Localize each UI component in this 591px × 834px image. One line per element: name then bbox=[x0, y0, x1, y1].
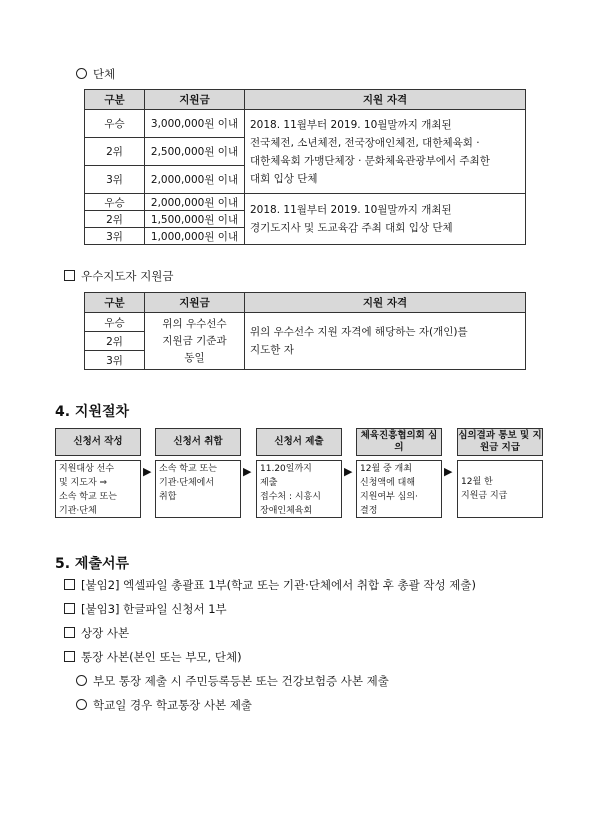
coach-section-label: 우수지도자 지원금 bbox=[64, 268, 174, 284]
arrow-right-icon: ▶ bbox=[143, 465, 152, 478]
table-cell-rank: 2위 bbox=[85, 211, 145, 228]
procedure-step bbox=[55, 428, 141, 518]
arrow-right-icon: ▶ bbox=[243, 465, 252, 478]
table-cell-rank: 우승 bbox=[85, 313, 145, 332]
qualification-national: 2018. 11월부터 2019. 10월말까지 개최된 전국체전, 소년체전, 전국장애인체전, 대한체육회 · 대한체육회 가맹단체장 · 문화체육관광부에서 주최한 대회 입상 단체 bbox=[245, 110, 526, 194]
group-section-label: 단체 bbox=[76, 66, 115, 82]
square-bullet-icon bbox=[64, 627, 75, 638]
circle-bullet-icon bbox=[76, 699, 87, 710]
table-cell-amount: 1,500,000원 이내 bbox=[145, 211, 245, 228]
documents-heading: 5. 제출서류 bbox=[55, 556, 130, 572]
document-item: 통장 사본(본인 또는 부모, 단체) bbox=[64, 649, 242, 665]
document-item: [붙임3] 한글파일 신청서 1부 bbox=[64, 601, 227, 617]
table-cell-rank: 2위 bbox=[85, 332, 145, 351]
table-cell-amount: 2,500,000원 이내 bbox=[145, 138, 245, 166]
circle-bullet-icon bbox=[76, 675, 87, 686]
step-body: 지원대상 선수 및 지도자 ⇒ 소속 학교 또는 기관·단체 bbox=[55, 460, 141, 518]
table-cell-amount: 2,000,000원 이내 bbox=[145, 194, 245, 211]
step-title: 신청서 취합 bbox=[155, 428, 241, 456]
document-item: 상장 사본 bbox=[64, 625, 129, 641]
document-sub-item: 학교일 경우 학교통장 사본 제출 bbox=[76, 697, 252, 713]
table-cell-rank: 2위 bbox=[85, 138, 145, 166]
procedure-step bbox=[256, 428, 342, 518]
arrow-right-icon: ▶ bbox=[344, 465, 353, 478]
header-amount: 지원금 bbox=[145, 293, 245, 313]
procedure-step bbox=[155, 428, 241, 518]
procedure-heading: 4. 지원절차 bbox=[55, 404, 130, 420]
header-qualification: 지원 자격 bbox=[245, 293, 526, 313]
square-bullet-icon bbox=[64, 651, 75, 662]
coach-support-table bbox=[84, 292, 526, 370]
procedure-step bbox=[356, 428, 442, 518]
step-title: 신청서 작성 bbox=[55, 428, 141, 456]
step-title: 신청서 제출 bbox=[256, 428, 342, 456]
table-cell-amount: 1,000,000원 이내 bbox=[145, 228, 245, 245]
table-cell-amount: 3,000,000원 이내 bbox=[145, 110, 245, 138]
table-cell-amount: 2,000,000원 이내 bbox=[145, 166, 245, 194]
table-cell-rank: 우승 bbox=[85, 110, 145, 138]
square-bullet-icon bbox=[64, 579, 75, 590]
step-body: 11.20일까지 제출 접수처 : 시흥시 장애인체육회 bbox=[256, 460, 342, 518]
step-title: 심의결과 통보 및 지원금 지급 bbox=[457, 428, 543, 456]
header-category: 구분 bbox=[85, 293, 145, 313]
arrow-right-icon: ▶ bbox=[444, 465, 453, 478]
group-support-table bbox=[84, 89, 526, 245]
square-bullet-icon bbox=[64, 270, 75, 281]
square-bullet-icon bbox=[64, 603, 75, 614]
document-item: [붙임2] 엑셀파일 총괄표 1부(학교 또는 기관·단체에서 취합 후 총괄 작성 제출) bbox=[64, 577, 476, 593]
header-amount: 지원금 bbox=[145, 90, 245, 110]
qualification-provincial: 2018. 11월부터 2019. 10월말까지 개최된 경기도지사 및 도교육감 주최 대회 입상 단체 bbox=[245, 194, 526, 245]
table-cell-rank: 3위 bbox=[85, 351, 145, 370]
circle-bullet-icon bbox=[76, 68, 87, 79]
table-cell-rank: 우승 bbox=[85, 194, 145, 211]
header-qualification: 지원 자격 bbox=[245, 90, 526, 110]
procedure-step bbox=[457, 428, 543, 518]
header-category: 구분 bbox=[85, 90, 145, 110]
step-body: 12월 중 개최 신청액에 대해 지원여부 심의· 결정 bbox=[356, 460, 442, 518]
table-cell-rank: 3위 bbox=[85, 166, 145, 194]
document-sub-item: 부모 통장 제출 시 주민등록등본 또는 건강보험증 사본 제출 bbox=[76, 673, 389, 689]
step-body: 12월 한 지원금 지급 bbox=[457, 460, 543, 518]
coach-qualification-cell: 위의 우수선수 지원 자격에 해당하는 자(개인)를 지도한 자 bbox=[245, 313, 526, 370]
step-title: 체육진흥협의회 심의 bbox=[356, 428, 442, 456]
table-cell-rank: 3위 bbox=[85, 228, 145, 245]
coach-amount-cell: 위의 우수선수 지원금 기준과 동일 bbox=[145, 313, 245, 370]
step-body: 소속 학교 또는 기관·단체에서 취합 bbox=[155, 460, 241, 518]
